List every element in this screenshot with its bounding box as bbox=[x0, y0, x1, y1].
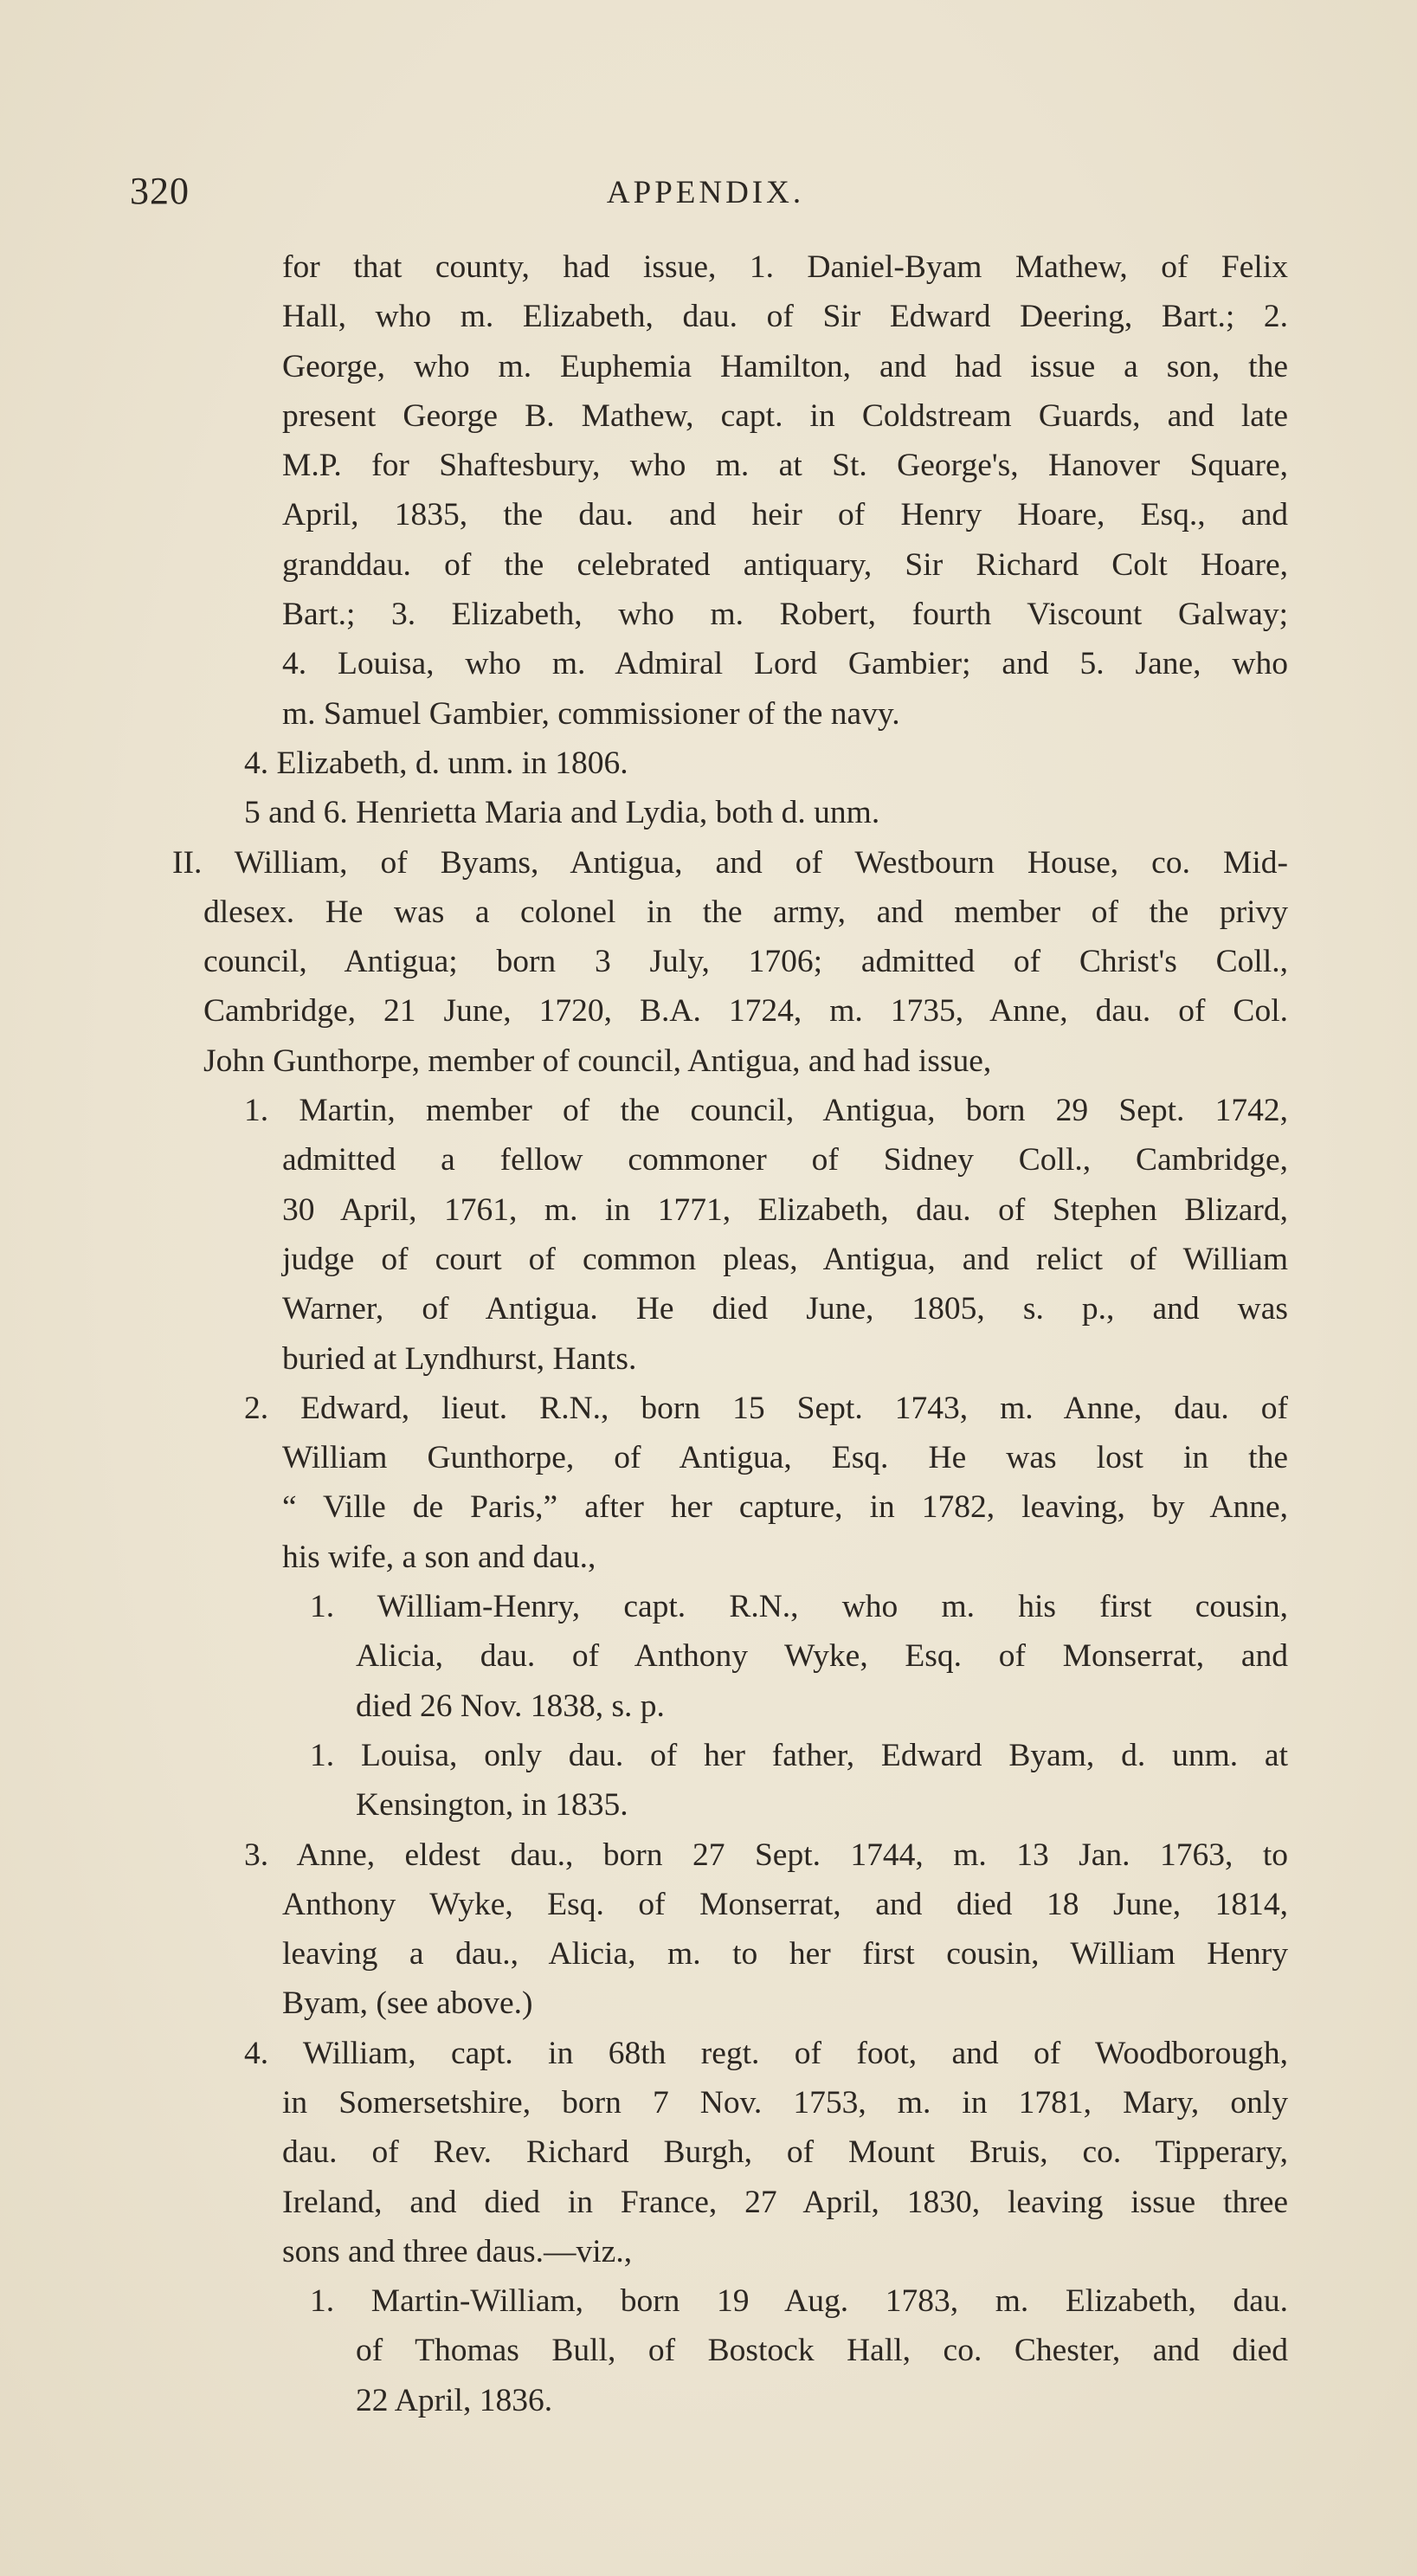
text-line: 22 April, 1836. bbox=[356, 2382, 553, 2418]
text-line: Warner, of Antigua. He died June, 1805, s. p., and was bbox=[282, 1291, 1288, 1327]
text-line: II. William, of Byams, Antigua, and of Westbourn House, co. Mid- bbox=[172, 844, 1288, 881]
text-line: Cambridge, 21 June, 1720, B.A. 1724, m. 1735, Anne, dau. of Col. bbox=[203, 993, 1288, 1030]
text-line: 1. Martin, member of the council, Antigua, born 29 Sept. 1742, bbox=[244, 1093, 1288, 1129]
text-line: 2. Edward, lieut. R.N., born 15 Sept. 1743, m. Anne, dau. of bbox=[244, 1390, 1288, 1426]
text-line: 30 April, 1761, m. in 1771, Elizabeth, dau. of Stephen Blizard, bbox=[282, 1191, 1288, 1228]
text-line: Byam, (see above.) bbox=[282, 1985, 533, 2022]
text-line: buried at Lyndhurst, Hants. bbox=[282, 1340, 637, 1377]
text-line: 3. Anne, eldest dau., born 27 Sept. 1744, m. 13 Jan. 1763, to bbox=[244, 1837, 1288, 1873]
running-head: APPENDIX. bbox=[606, 175, 805, 210]
body-text bbox=[0, 242, 1417, 2425]
text-line: his wife, a son and dau., bbox=[282, 1539, 596, 1575]
text-line: died 26 Nov. 1838, s. p. bbox=[356, 1688, 665, 1724]
text-line: m. Samuel Gambier, commissioner of the navy. bbox=[282, 695, 900, 732]
text-line: council, Antigua; born 3 July, 1706; admitted of Christ's Coll., bbox=[203, 944, 1288, 980]
text-line: in Somersetshire, born 7 Nov. 1753, m. in 1781, Mary, only bbox=[282, 2084, 1288, 2121]
text-line: Anthony Wyke, Esq. of Monserrat, and died 18 June, 1814, bbox=[282, 1886, 1288, 1922]
text-line: George, who m. Euphemia Hamilton, and had issue a son, the bbox=[282, 348, 1288, 384]
text-line: for that county, had issue, 1. Daniel-Byam Mathew, of Felix bbox=[282, 249, 1288, 285]
text-line: April, 1835, the dau. and heir of Henry Hoare, Esq., and bbox=[282, 497, 1288, 533]
text-line: Ireland, and died in France, 27 April, 1830, leaving issue three bbox=[282, 2184, 1288, 2220]
text-line: Alicia, dau. of Anthony Wyke, Esq. of Monserrat, and bbox=[356, 1638, 1288, 1675]
text-line: 1. Martin-William, born 19 Aug. 1783, m. Elizabeth, dau. bbox=[310, 2283, 1288, 2320]
text-line: dau. of Rev. Richard Burgh, of Mount Bruis, co. Tipperary, bbox=[282, 2134, 1288, 2171]
page-number: 320 bbox=[130, 170, 190, 212]
text-line: admitted a fellow commoner of Sidney Coll., Cambridge, bbox=[282, 1142, 1288, 1178]
text-line: 4. Elizabeth, d. unm. in 1806. bbox=[244, 745, 628, 781]
text-line: sons and three daus.—viz., bbox=[282, 2233, 633, 2269]
text-line: Bart.; 3. Elizabeth, who m. Robert, fourth Viscount Galway; bbox=[282, 597, 1288, 633]
text-line: dlesex. He was a colonel in the army, and member of the privy bbox=[203, 894, 1288, 930]
text-line: granddau. of the celebrated antiquary, Sir Richard Colt Hoare, bbox=[282, 546, 1288, 583]
text-line: M.P. for Shaftesbury, who m. at St. George's, Hanover Square, bbox=[282, 448, 1288, 484]
text-line: 1. Louisa, only dau. of her father, Edward Byam, d. unm. at bbox=[310, 1737, 1288, 1773]
text-line: 5 and 6. Henrietta Maria and Lydia, both d. unm. bbox=[244, 795, 880, 831]
text-line: 4. Louisa, who m. Admiral Lord Gambier; and 5. Jane, who bbox=[282, 646, 1288, 682]
text-line: of Thomas Bull, of Bostock Hall, co. Chester, and died bbox=[356, 2333, 1288, 2369]
text-line: 4. William, capt. in 68th regt. of foot, and of Woodborough, bbox=[244, 2035, 1288, 2071]
page-header bbox=[130, 169, 1281, 221]
text-line: Kensington, in 1835. bbox=[356, 1787, 628, 1824]
text-line: judge of court of common pleas, Antigua, and relict of William bbox=[282, 1241, 1288, 1277]
text-line: Hall, who m. Elizabeth, dau. of Sir Edward Deering, Bart.; 2. bbox=[282, 299, 1288, 335]
text-line: present George B. Mathew, capt. in Coldstream Guards, and late bbox=[282, 397, 1288, 434]
text-line: “ Ville de Paris,” after her capture, in 1782, leaving, by Anne, bbox=[282, 1489, 1288, 1526]
text-line: 1. William-Henry, capt. R.N., who m. his first cousin, bbox=[310, 1589, 1288, 1625]
text-line: John Gunthorpe, member of council, Antigua, and had issue, bbox=[203, 1043, 992, 1079]
text-line: William Gunthorpe, of Antigua, Esq. He was lost in the bbox=[282, 1440, 1288, 1476]
text-line: leaving a dau., Alicia, m. to her first cousin, William Henry bbox=[282, 1936, 1288, 1972]
